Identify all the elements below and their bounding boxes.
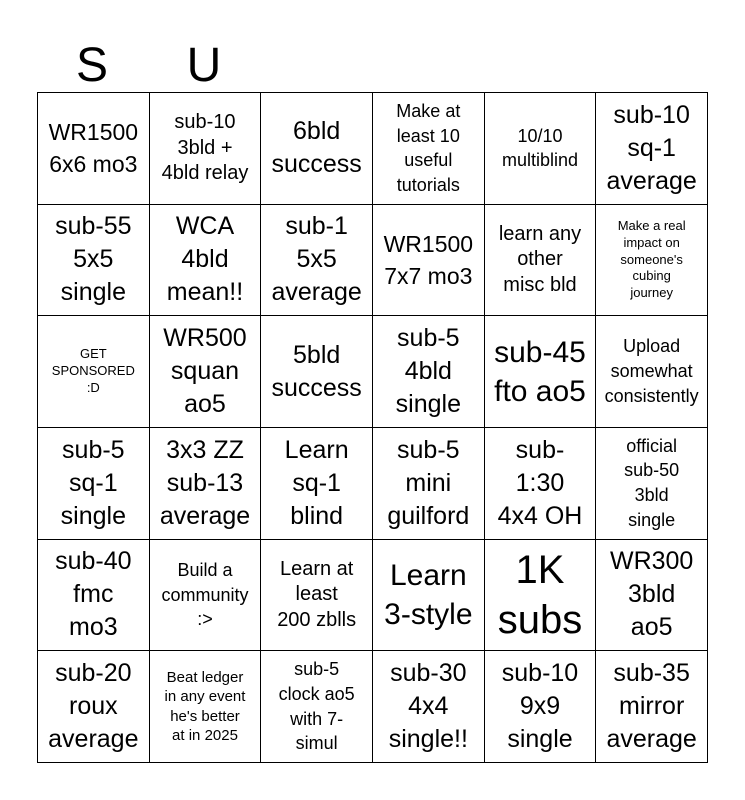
bingo-cell-r4-c5[interactable]: sub- 1:30 4x4 OH (485, 428, 597, 540)
bingo-cell-r3-c6[interactable]: Upload somewhat consistently (596, 316, 708, 428)
bingo-cell-r6-c4[interactable]: sub-30 4x4 single!! (373, 651, 485, 763)
bingo-cell-r1-c6[interactable]: sub-10 sq-1 average (596, 93, 708, 205)
header-letter-u: U (186, 39, 222, 92)
bingo-cell-r6-c1[interactable]: sub-20 roux average (38, 651, 150, 763)
bingo-cell-r1-c5[interactable]: 10/10 multiblind (485, 93, 597, 205)
bingo-cell-r6-c2[interactable]: Beat ledger in any event he's better at in 2025 (150, 651, 262, 763)
bingo-cell-r5-c3[interactable]: Learn at least 200 zblls (261, 540, 373, 652)
bingo-cell-r6-c3[interactable]: sub-5 clock ao5 with 7- simul (261, 651, 373, 763)
bingo-cell-r3-c3[interactable]: 5bld success (261, 316, 373, 428)
bingo-cell-r2-c4[interactable]: WR1500 7x7 mo3 (373, 205, 485, 317)
header-letter-s: S (75, 39, 108, 92)
bingo-cell-r6-c6[interactable]: sub-35 mirror average (596, 651, 708, 763)
bingo-cell-r1-c1[interactable]: WR1500 6x6 mo3 (38, 93, 150, 205)
bingo-cell-r2-c3[interactable]: sub-1 5x5 average (261, 205, 373, 317)
bingo-board (37, 92, 708, 763)
bingo-cell-r3-c4[interactable]: sub-5 4bld single (373, 316, 485, 428)
bingo-cell-r2-c2[interactable]: WCA 4bld mean!! (150, 205, 262, 317)
bingo-cell-r2-c5[interactable]: learn any other misc bld (485, 205, 597, 317)
bingo-cell-r4-c2[interactable]: 3x3 ZZ sub-13 average (150, 428, 262, 540)
bingo-cell-r3-c1[interactable]: GET SPONSORED :D (38, 316, 150, 428)
bingo-cell-r3-c5[interactable]: sub-45 fto ao5 (485, 316, 597, 428)
bingo-cell-r4-c1[interactable]: sub-5 sq-1 single (38, 428, 150, 540)
bingo-cell-r1-c2[interactable]: sub-10 3bld + 4bld relay (150, 93, 262, 205)
bingo-cell-r1-c4[interactable]: Make at least 10 useful tutorials (373, 93, 485, 205)
bingo-cell-r5-c1[interactable]: sub-40 fmc mo3 (38, 540, 150, 652)
bingo-cell-r6-c5[interactable]: sub-10 9x9 single (485, 651, 597, 763)
bingo-cell-r5-c6[interactable]: WR300 3bld ao5 (596, 540, 708, 652)
bingo-cell-r2-c1[interactable]: sub-55 5x5 single (38, 205, 150, 317)
bingo-cell-r5-c2[interactable]: Build a community :> (150, 540, 262, 652)
bingo-cell-r5-c4[interactable]: Learn 3-style (373, 540, 485, 652)
bingo-cell-r4-c6[interactable]: official sub-50 3bld single (596, 428, 708, 540)
bingo-cell-r4-c4[interactable]: sub-5 mini guilford (373, 428, 485, 540)
bingo-cell-r2-c6[interactable]: Make a real impact on someone's cubing journey (596, 205, 708, 317)
bingo-cell-r4-c3[interactable]: Learn sq-1 blind (261, 428, 373, 540)
bingo-cell-r3-c2[interactable]: WR500 squan ao5 (150, 316, 262, 428)
bingo-cell-r5-c5[interactable]: 1K subs (485, 540, 597, 652)
bingo-cell-r1-c3[interactable]: 6bld success (261, 93, 373, 205)
